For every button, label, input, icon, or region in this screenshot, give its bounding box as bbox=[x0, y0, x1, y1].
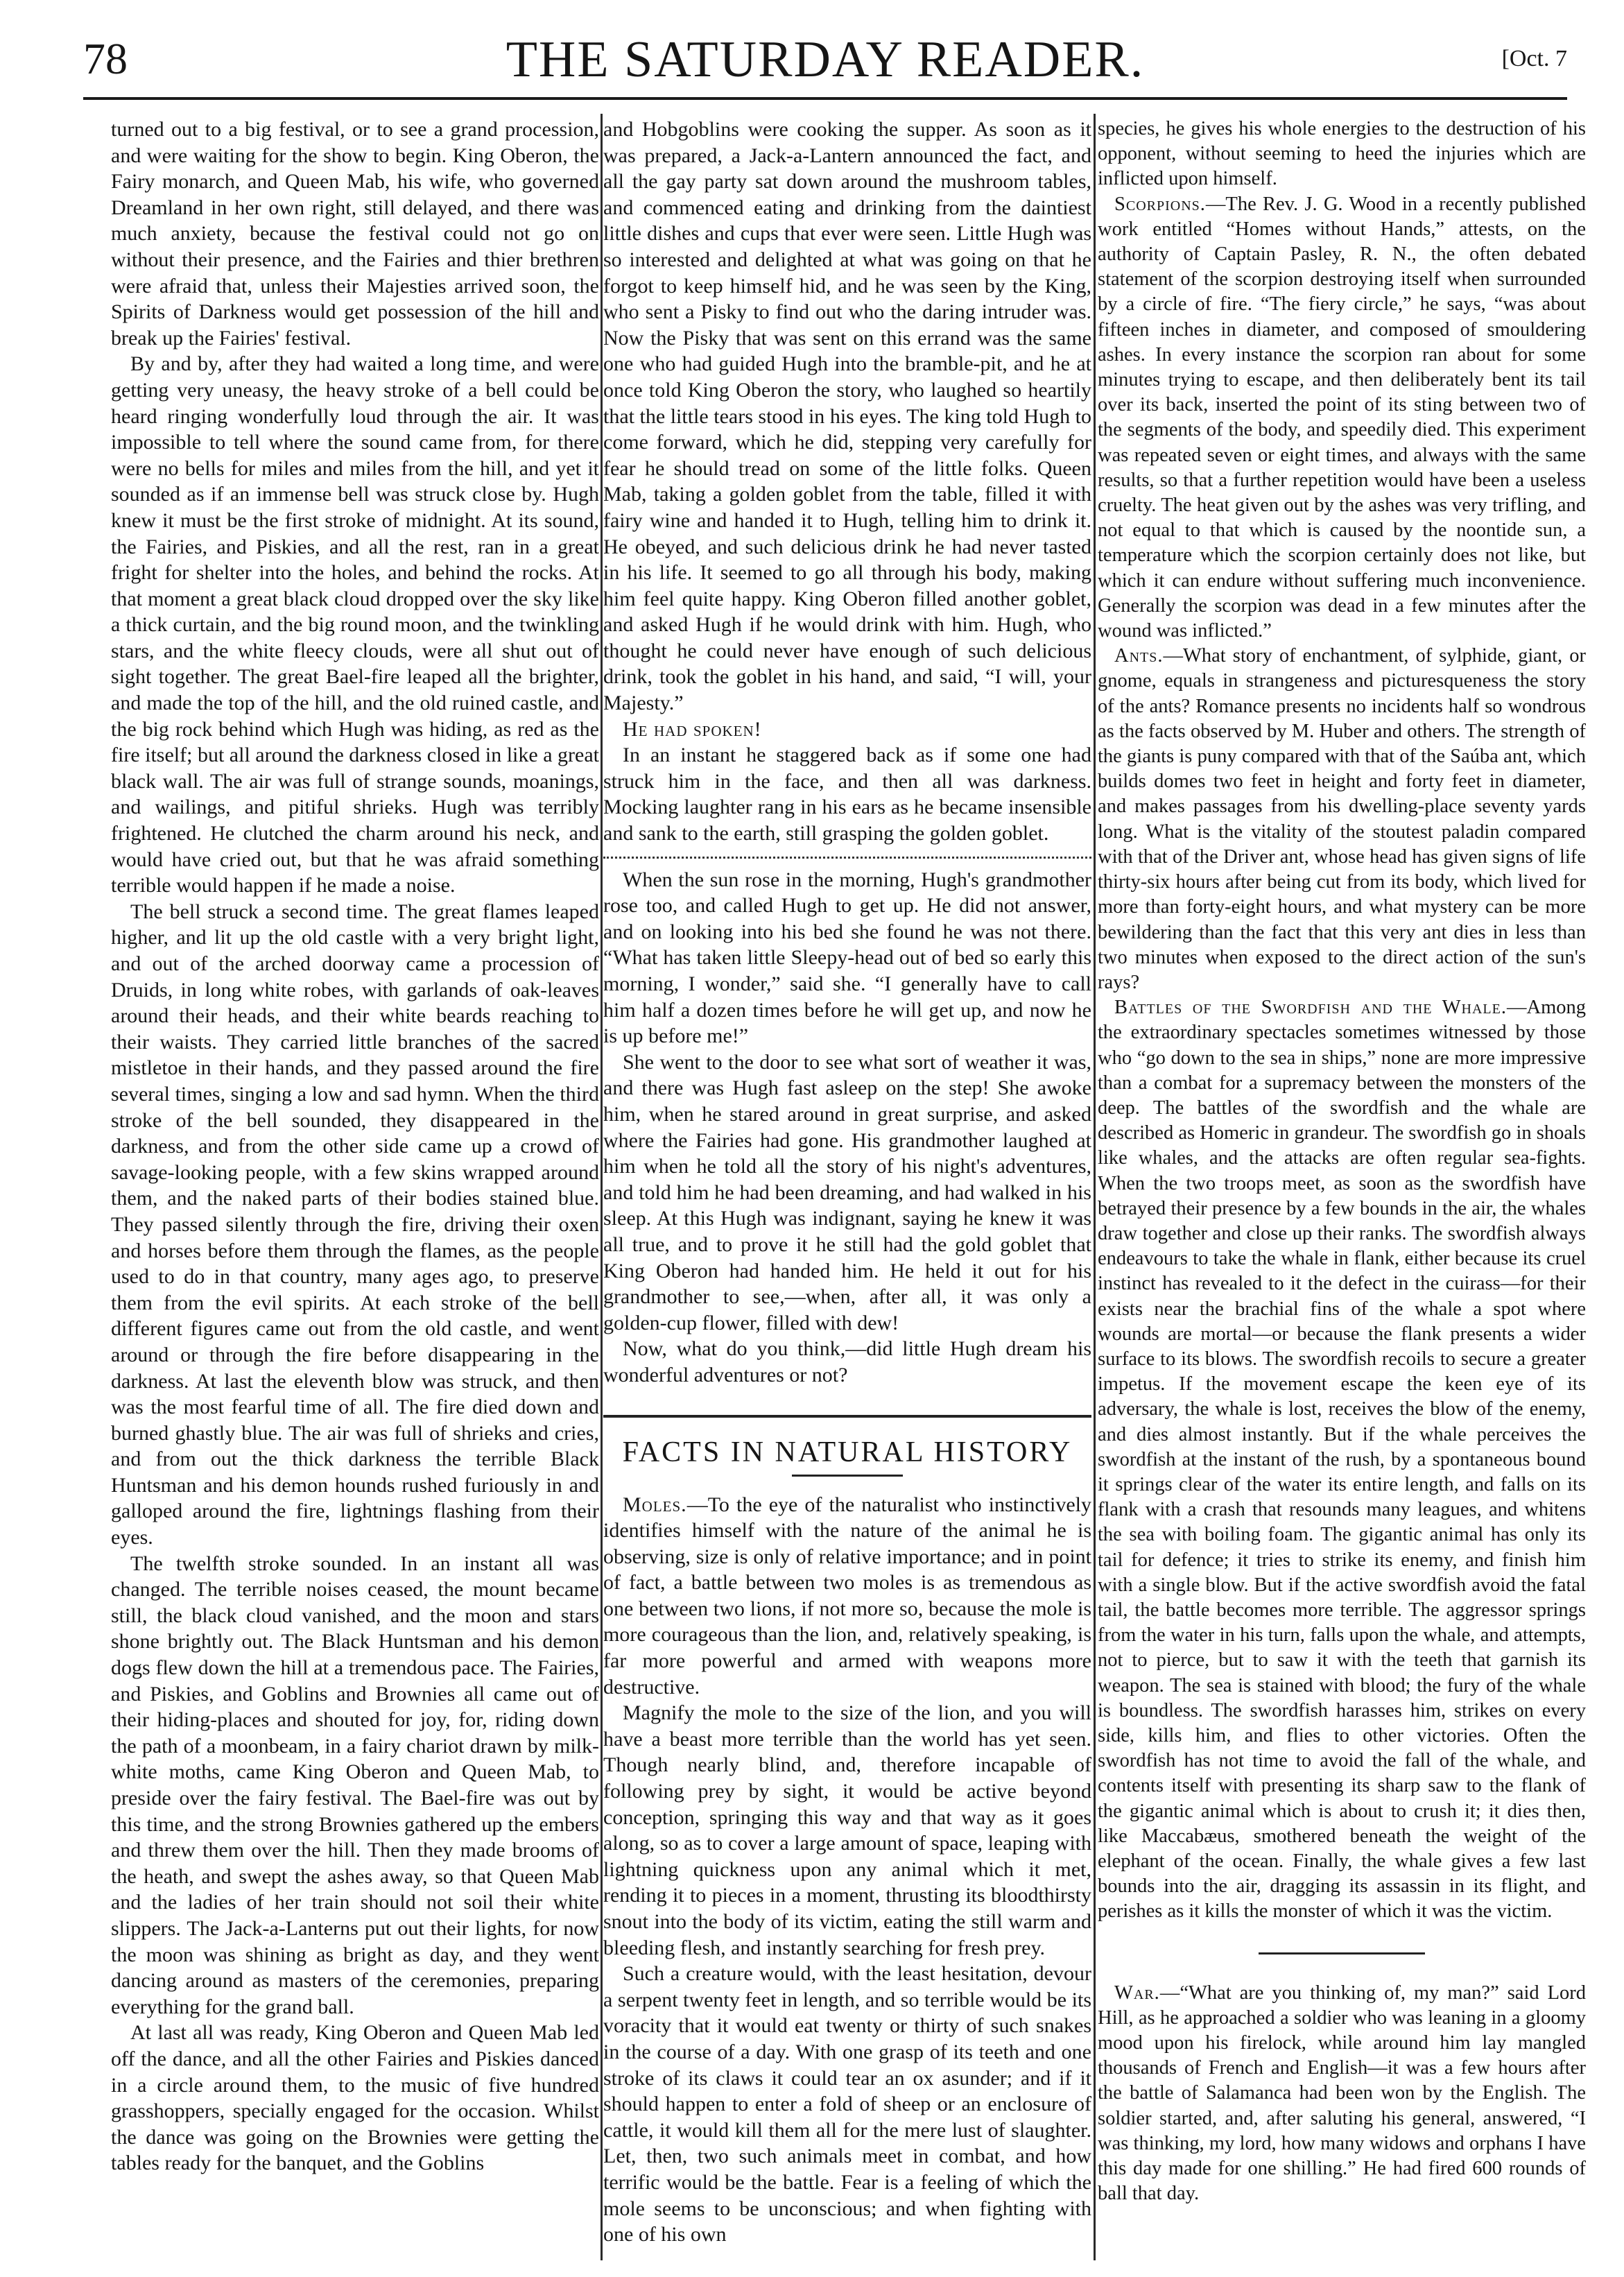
article-paragraph bbox=[1098, 995, 1586, 1925]
article-text: —“What are you thinking of, my man?” said Lord Hill, as he approached a soldier who was leaning in a gloomy mood upon his firelock, while around him lay mangled thousands of French and English—it was a few hours after the battle of Salamanca had been won by the English. The soldier started, and, after saluting his general, answered, “I was thinking, my lord, how many widows and orphans I have this day made for one shilling.” He had fired 600 rounds of ball that day. bbox=[1098, 1982, 1586, 2205]
column-2 bbox=[603, 117, 1091, 2256]
article-paragraph: species, he gives his whole energies to the destruction of his opponent, without seeming to heed the injuries which are inflicted upon himself. bbox=[1098, 118, 1586, 190]
section-divider bbox=[603, 1415, 1091, 1418]
story-paragraph: By and by, after they had waited a long time, and were getting very uneasy, the heavy stroke of a bell could be heard ringing wonderfully loud through the air. It was impossible to tell where the sound came from, for there were no bells for miles and miles from the hill, and yet it sounded as if an immense bell was struck close by. Hugh knew it must be the first stroke of midnight. At its sound, the Fairies, and Piskies, and all the rest, ran in a great fright for shelter into the holes, and behind the rocks. At that moment a great black cloud dropped over the sky like a thick curtain, and the big round moon, and the twinkling stars, and the white fleecy clouds, were all shut out of sight together. The great Bael-fire leaped all the brighter, and made the top of the hill, and the old ruined castle, and the big rock behind which Hugh was hiding, as red as the fire itself; but all around the darkness closed in like a great black wall. The air was full of strange sounds, moanings, and wailings, and pitiful shrieks. Hugh was terribly frightened. He clutched the charm around his neck, and would have cried out, but that he was afraid something terrible would happen if he made a noise. bbox=[111, 352, 599, 897]
article-paragraph bbox=[1098, 644, 1586, 995]
article-text: —To the eye of the naturalist who instinctively identifies himself with the nature of the animal he is observing, size is only of relative importance; and in point of fact, a battle between two moles is as tremendous as one between two lions, if not more so, because the mole is more courageous than the lion, and, relatively speaking, is far more powerful and armed with weapons more destructive. bbox=[603, 1493, 1091, 1699]
article-text: —The Rev. J. G. Wood in a recently published work entitled “Homes without Hands,” attests, on the authority of Captain Pasley, R. N., the often debated statement of the scorpion destroying itself when surrounded by a circle of fire. “The fiery circle,” he says, “was about fifteen inches in diameter, and composed of smouldering ashes. In every instance the scorpion ran about for some minutes trying to escape, and then deliberately bent its tail over its back, inserted the point of its sting between two of the segments of the body, and speedily died. This experiment was repeated seven or eight times, and always with the same results, so that a further repetition would have been a useless cruelty. The heat given out by the ashes was very trifling, and not equal to that which is caused by the noontide sun, a temperature which the scorpion certainly does not like, but which it can endure without suffering much inconvenience. Generally the scorpion was dead in a few minutes after the wound was inflicted.” bbox=[1098, 193, 1586, 642]
article-paragraph bbox=[603, 1492, 1091, 1701]
column-rule bbox=[601, 114, 603, 2260]
article-heading: War. bbox=[1114, 1982, 1160, 2004]
article-divider bbox=[1259, 1952, 1425, 1954]
story-exclamation: He had spoken! bbox=[623, 717, 762, 741]
article-paragraph: Magnify the mole to the size of the lion, and you will have a beast more terrible than the world has yet seen. Though nearly blind, and, therefore incapable of following prey by sight, it would be active beyond conception, springing this way and that way as it goes along, so as to cover a large amount of space, leaping with lightning quickness upon any animal which it met, rending it to pieces in a moment, thrusting its bloodthirsty snout into the body of its victim, eating the still warm and bleeding flesh, and instantly searching for fresh prey. bbox=[603, 1701, 1091, 1959]
article-paragraph bbox=[1098, 1981, 1586, 2207]
masthead bbox=[83, 21, 1567, 100]
publication-title: THE SATURDAY READER. bbox=[506, 31, 1145, 88]
article-text: —What story of enchantment, of sylphide, giant, or gnome, equals in strangeness and picturesqueness the story of the ants? Romance presents no incidents half so wondrous as the facts observed by M. Huber and others. The strength of the giants is puny compared with that of the Saúba ant, which builds domes two feet in height and forty feet in diameter, and makes passages from his dwelling-place seventy yards long. What is the vitality of the stoutest paladin compared with that of the Driver ant, whose head has given signs of life thirty-six hours after being cut from its body, which lived for more than forty-eight hours, and what mystery can be more bewildering than the fact that this very ant dies in less than two minutes when exposed to the direct action of the sun's rays? bbox=[1098, 645, 1586, 993]
story-paragraph: and Hobgoblins were cooking the supper. As soon as it was prepared, a Jack-a-Lantern announced the fact, and all the gay party sat down around the mushroom tables, and commenced eating and drinking from the daintiest little dishes and cups that ever were seen. Little Hugh was so interested and delighted at what was going on that he forgot to keep himself hid, and he was seen by the King, who sent a Pisky to find out who the daring intruder was. Now the Pisky that was sent on this errand was the same one who had guided Hugh into the bramble-pit, and he at once told King Oberon the story, who laughed so heartily that the little tears stood in his eyes. The king told Hugh to come forward, which he did, stepping very carefully for fear he should tread on some of the little folks. Queen Mab, taking a golden goblet from the table, filled it with fairy wine and handed it to Hugh, telling him to drink it. He obeyed, and such delicious drink he had never tasted in his life. It seemed to go all through his body, making him feel quite happy. King Oberon filled another goblet, and asked Hugh if he would drink with him. Hugh, who thought he could never have enough of such delicious drink, took the goblet in his hand, and said, “I will, your Majesty.” bbox=[603, 118, 1091, 715]
column-1 bbox=[111, 117, 599, 2256]
article-heading: Ants. bbox=[1114, 645, 1164, 667]
page-number: 78 bbox=[83, 34, 128, 83]
story-paragraph: In an instant he staggered back as if some one had struck him in the face, and then all was darkness. Mocking laughter rang in his ears as he became insensible and sank to the earth, still grasping the golden goblet. bbox=[603, 744, 1091, 845]
article-paragraph bbox=[1098, 192, 1586, 644]
story-paragraph: turned out to a big festival, or to see a grand procession, and were waiting for the show to begin. King Oberon, the Fairy monarch, and Queen Mab, his wife, who governed Dreamland in her own right, still delayed, and there was much anxiety, because the festival could not go on without their presence, and the Fairies and thier brethren were afraid that, unless their Majesties arrived soon, the Spirits of Darkness would get possession of the hill and break up the Fairies' festival. bbox=[111, 118, 599, 350]
story-paragraph: Now, what do you think,—did little Hugh dream his wonderful adventures or not? bbox=[603, 1337, 1091, 1386]
issue-date: [Oct. 7 bbox=[1501, 46, 1567, 71]
story-paragraph: She went to the door to see what sort of weather it was, and there was Hugh fast asleep on the step! She awoke him, when he stared around in great surprise, and asked where the Fairies had gone. His grandmother laughed at him when he told all the story of his night's adventures, and told him he had been dreaming, and had walked in his sleep. At this Hugh was indignant, saying he knew it was all true, and to prove it he still had the gold goblet that King Oberon had handed him. He held it out for his grandmother to see,—when, after all, it was only a golden-cup flower, filled with dew! bbox=[603, 1050, 1091, 1334]
article-heading: Battles of the Swordfish and the Whale. bbox=[1114, 997, 1507, 1019]
article-text: —Among the extraordinary spectacles sometimes witnessed by those who “go down to the sea in ships,” none are more impressive than a combat for a supremacy between the monsters of the deep. The battles of the swordfish and the whale are described as Homeric in grandeur. The swordfish go in shoals like whales, and the attacks are often regular sea-fights. When the two troops meet, as soon as the swordfish have betrayed their presence by a few bounds in the air, the whales draw together and close up their ranks. The swordfish always endeavours to take the whale in flank, either because its cruel instinct has revealed to it the defect in the cuirass—for their exists near the brachial fins of the whale a spot where wounds are mortal—or because the flank presents a wider surface to its blows. The swordfish recoils to secure a greater impetus. If the movement escape the keen eye of its adversary, the whale is lost, receives the blow of the enemy, and dies almost instantly. But if the whale perceives the swordfish at the instant of the rush, by a spontaneous bound it springs clear of the water its entire length, and falls on its flank with a crash that resounds many leagues, and whitens the sea with boiling foam. The gigantic animal has only its tail for defence; it tries to strike its enemy, and finish him with a single blow. But if the active swordfish avoid the fatal tail, the battle becomes more terrible. The aggressor springs from the water in his turn, falls upon the whale, and attempts, not to pierce, but to saw it with the teeth that garnish its weapon. The sea is stained with blood; the fury of the whale is boundless. The swordfish harasses him, strikes on every side, kills him, and flies to other victories. Often the swordfish has not time to avoid the fall of the whale, and contents itself with presenting its sharp saw to the flank of the gigantic animal which is about to crush it; it dies then, like Maccabæus, smothered beneath the weight of the elephant of the ocean. Finally, the whale gives a few last bounds into the air, dragging its assassin in its flight, and perishes as it kills the monster of which it was the victim. bbox=[1098, 997, 1586, 1923]
story-paragraph: The bell struck a second time. The great flames leaped higher, and lit up the old castle with a very bright light, and out of the arched doorway came a procession of Druids, in long white robes, with garlands of oak-leaves around their heads, and their white beards reaching to their waists. They carried little branches of the sacred mistletoe in their hands, and they passed around the fire several times, singing a low and sad hymn. When the third stroke of the bell sounded, they disappeared in the darkness, and from the other side came up a crowd of savage-looking people, with a few skins wrapped around them, and the naked parts of their bodies stained blue. They passed silently through the fire, driving their oxen and horses before them through the flames, as the people used to do in that country, many ages ago, to preserve them from the evil spirits. At each stroke of the bell different figures came out from the old castle, and went around or through the fire before disappearing in the darkness. At last the eleventh blow was struck, and then was the most fearful time of all. The fire died down and burned ghastly blue. The air was full of shrieks and cries, and from out the thick darkness the terrible Black Huntsman and his demon hounds rushed furiously in and galloped around the fire, lightnings flashing from their eyes. bbox=[111, 900, 599, 1549]
dotted-separator bbox=[603, 857, 1091, 859]
article-heading: Scorpions. bbox=[1114, 193, 1206, 215]
story-paragraph: When the sun rose in the morning, Hugh's grandmother rose too, and called Hugh to get up. He did not answer, and on looking into his bed she found he was not there. “What has taken little Sleepy-head out of bed so early this morning, I wonder,” said she. “I generally have to call him half a dozen times before he will get up, and now he is up before me!” bbox=[603, 868, 1091, 1048]
story-paragraph: At last all was ready, King Oberon and Queen Mab led off the dance, and all the other Fairies and Piskies danced in a circle around them, to the music of five hundred grasshoppers, specially engaged for the occasion. Whilst the dance was going on the Brownies were getting the tables ready for the banquet, and the Goblins bbox=[111, 2021, 599, 2175]
column-rule bbox=[1094, 114, 1096, 2260]
article-paragraph: Such a creature would, with the least hesitation, devour a serpent twenty feet in length, and so terrible would be its voracity that it would eat twenty or thirty of such snakes in the course of a day. With one grasp of its teeth and one stroke of its claws it could tear an ox asunder; and if it should happen to enter a fold of sheep or an enclosure of cattle, it would kill them all for the mere lust of slaughter. Let, then, two such animals meet in combat, and how terrific would be the battle. Fear is a feeling of which the mole seems to be unconscious; and when fighting with one of his own bbox=[603, 1962, 1091, 2246]
column-3 bbox=[1098, 117, 1586, 2256]
story-paragraph: The twelfth stroke sounded. In an instant all was changed. The terrible noises ceased, the mount became still, the black cloud vanished, and the moon and stars shone brightly out. The Black Huntsman and his demon dogs flew down the hill at a tremendous pace. The Fairies, and Piskies, and Goblins and Brownies all came out of their hiding-places and shouted for joy, for, riding down the path of a moonbeam, in a fairy chariot drawn by milk-white moths, came King Oberon and Queen Mab, to preside over the fairy festival. The Bael-fire was out by this time, and the strong Brownies gathered up the embers and threw them over the hill. Then they made brooms of the heath, and swept the ashes away, so that Queen Mab and the ladies of her train should not soil their white slippers. The Jack-a-Lanterns put out their lights, for now the moon was shining as bright as day, and they went dancing around as masters of the ceremonies, preparing everything for the grand ball. bbox=[111, 1552, 599, 2018]
section-title: FACTS IN NATURAL HISTORY bbox=[622, 1436, 1073, 1468]
article-heading: Moles. bbox=[623, 1493, 687, 1516]
title-underline bbox=[792, 1475, 903, 1477]
